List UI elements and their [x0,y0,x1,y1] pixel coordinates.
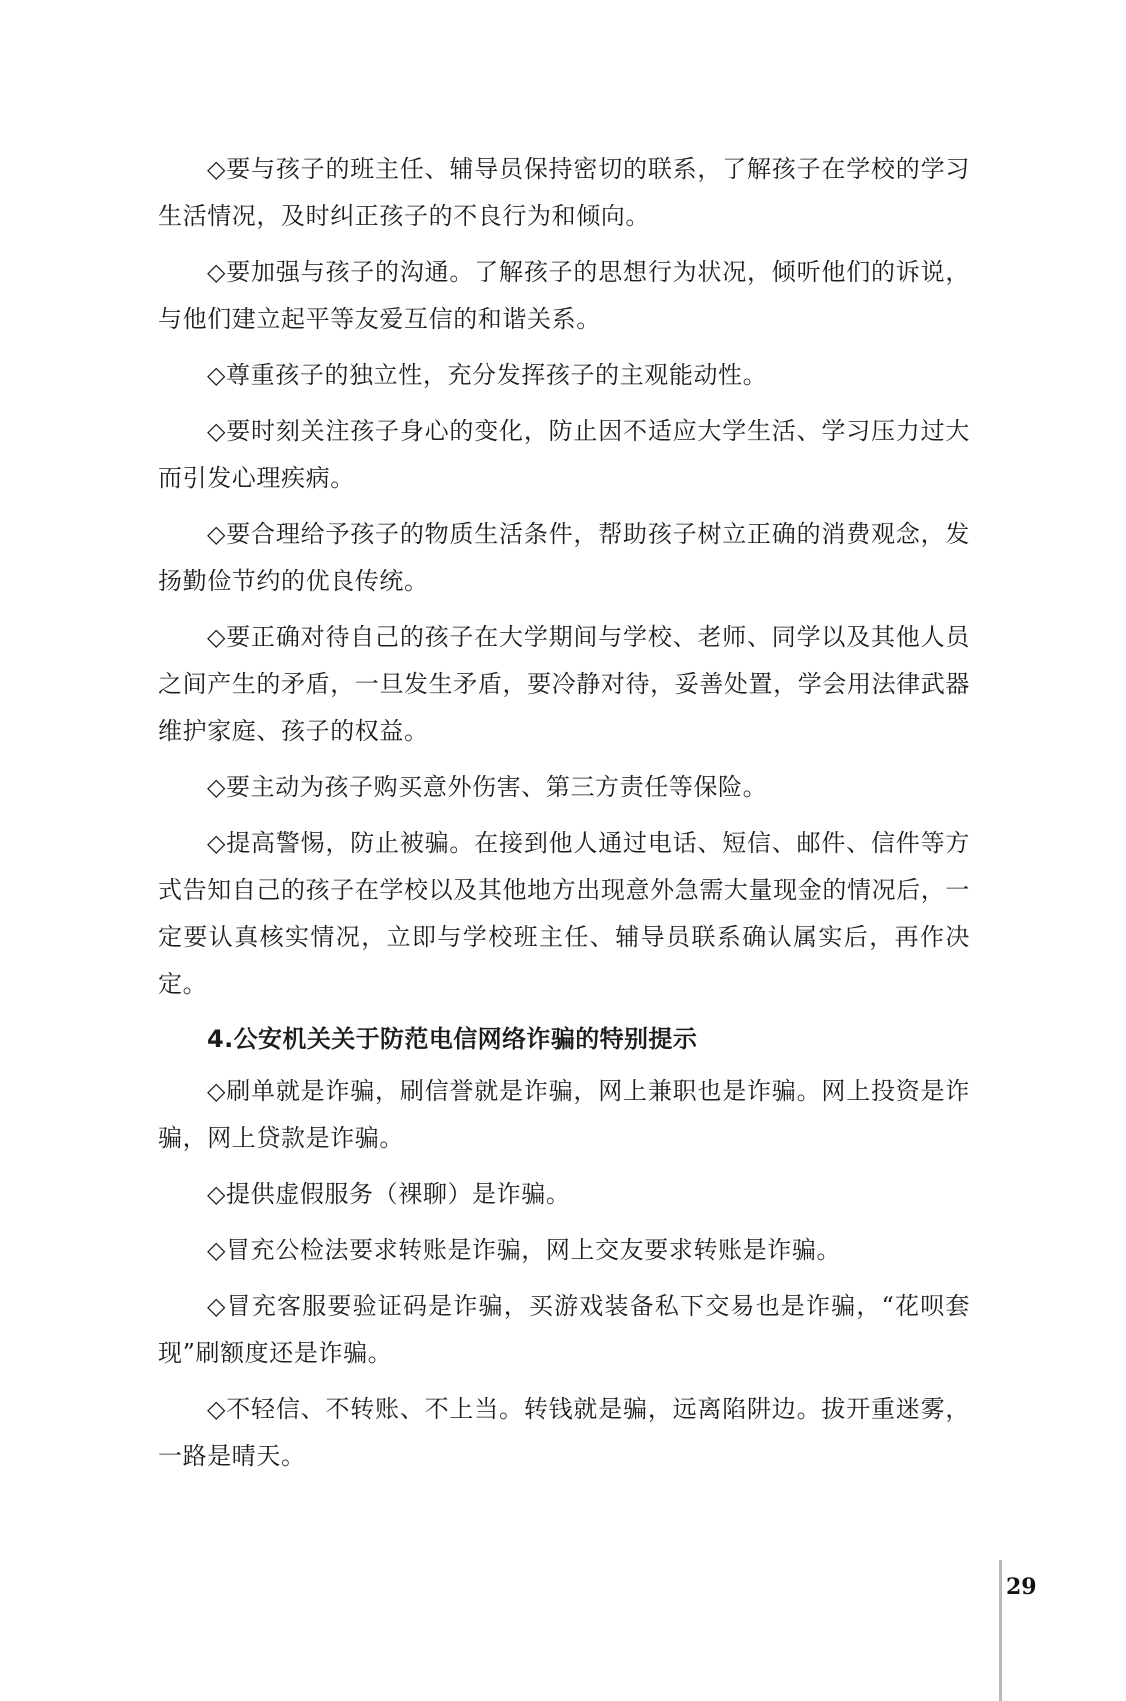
page-number: 29 [1006,1574,1037,1600]
fraud-tip-paragraph: ◇提供虚假服务（裸聊）是诈骗。 [207,1180,571,1208]
page-body [158,146,970,1489]
tip-paragraph: ◇要与孩子的班主任、辅导员保持密切的联系，了解孩子在学校的学习生活情况，及时纠正孩子的不良行为和倾向。 [158,155,970,230]
section-heading: 4.公安机关关于防范电信网络诈骗的特别提示 [207,1025,698,1053]
tip-paragraph: ◇要加强与孩子的沟通。了解孩子的思想行为状况，倾听他们的诉说，与他们建立起平等友爱互信的和谐关系。 [158,258,970,333]
tip-paragraph: ◇要主动为孩子购买意外伤害、第三方责任等保险。 [207,773,768,801]
fraud-tip-paragraph: ◇冒充公检法要求转账是诈骗，网上交友要求转账是诈骗。 [207,1236,842,1264]
tip-paragraph: ◇尊重孩子的独立性，充分发挥孩子的主观能动性。 [207,361,768,389]
tip-paragraph: ◇要正确对待自己的孩子在大学期间与学校、老师、同学以及其他人员之间产生的矛盾，一旦发生矛盾，要冷静对待，妥善处置，学会用法律武器维护家庭、孩子的权益。 [158,623,970,745]
tip-paragraph: ◇要时刻关注孩子身心的变化，防止因不适应大学生活、学习压力过大而引发心理疾病。 [158,417,970,492]
fraud-tip-paragraph: ◇刷单就是诈骗，刷信誉就是诈骗，网上兼职也是诈骗。网上投资是诈骗，网上贷款是诈骗。 [158,1077,970,1152]
fraud-tip-paragraph: ◇不轻信、不转账、不上当。转钱就是骗，远离陷阱边。拔开重迷雾，一路是晴天。 [158,1395,970,1470]
tip-paragraph: ◇提高警惕，防止被骗。在接到他人通过电话、短信、邮件、信件等方式告知自己的孩子在学校以及其他地方出现意外急需大量现金的情况后，一定要认真核实情况，立即与学校班主任、辅导员联系确认属实后，再作决定。 [158,829,970,998]
fraud-tip-paragraph: ◇冒充客服要验证码是诈骗，买游戏装备私下交易也是诈骗，“花呗套现”刷额度还是诈骗。 [158,1292,970,1367]
tip-paragraph: ◇要合理给予孩子的物质生活条件，帮助孩子树立正确的消费观念，发扬勤俭节约的优良传统。 [158,520,970,595]
page-number-rule [999,1560,1002,1701]
